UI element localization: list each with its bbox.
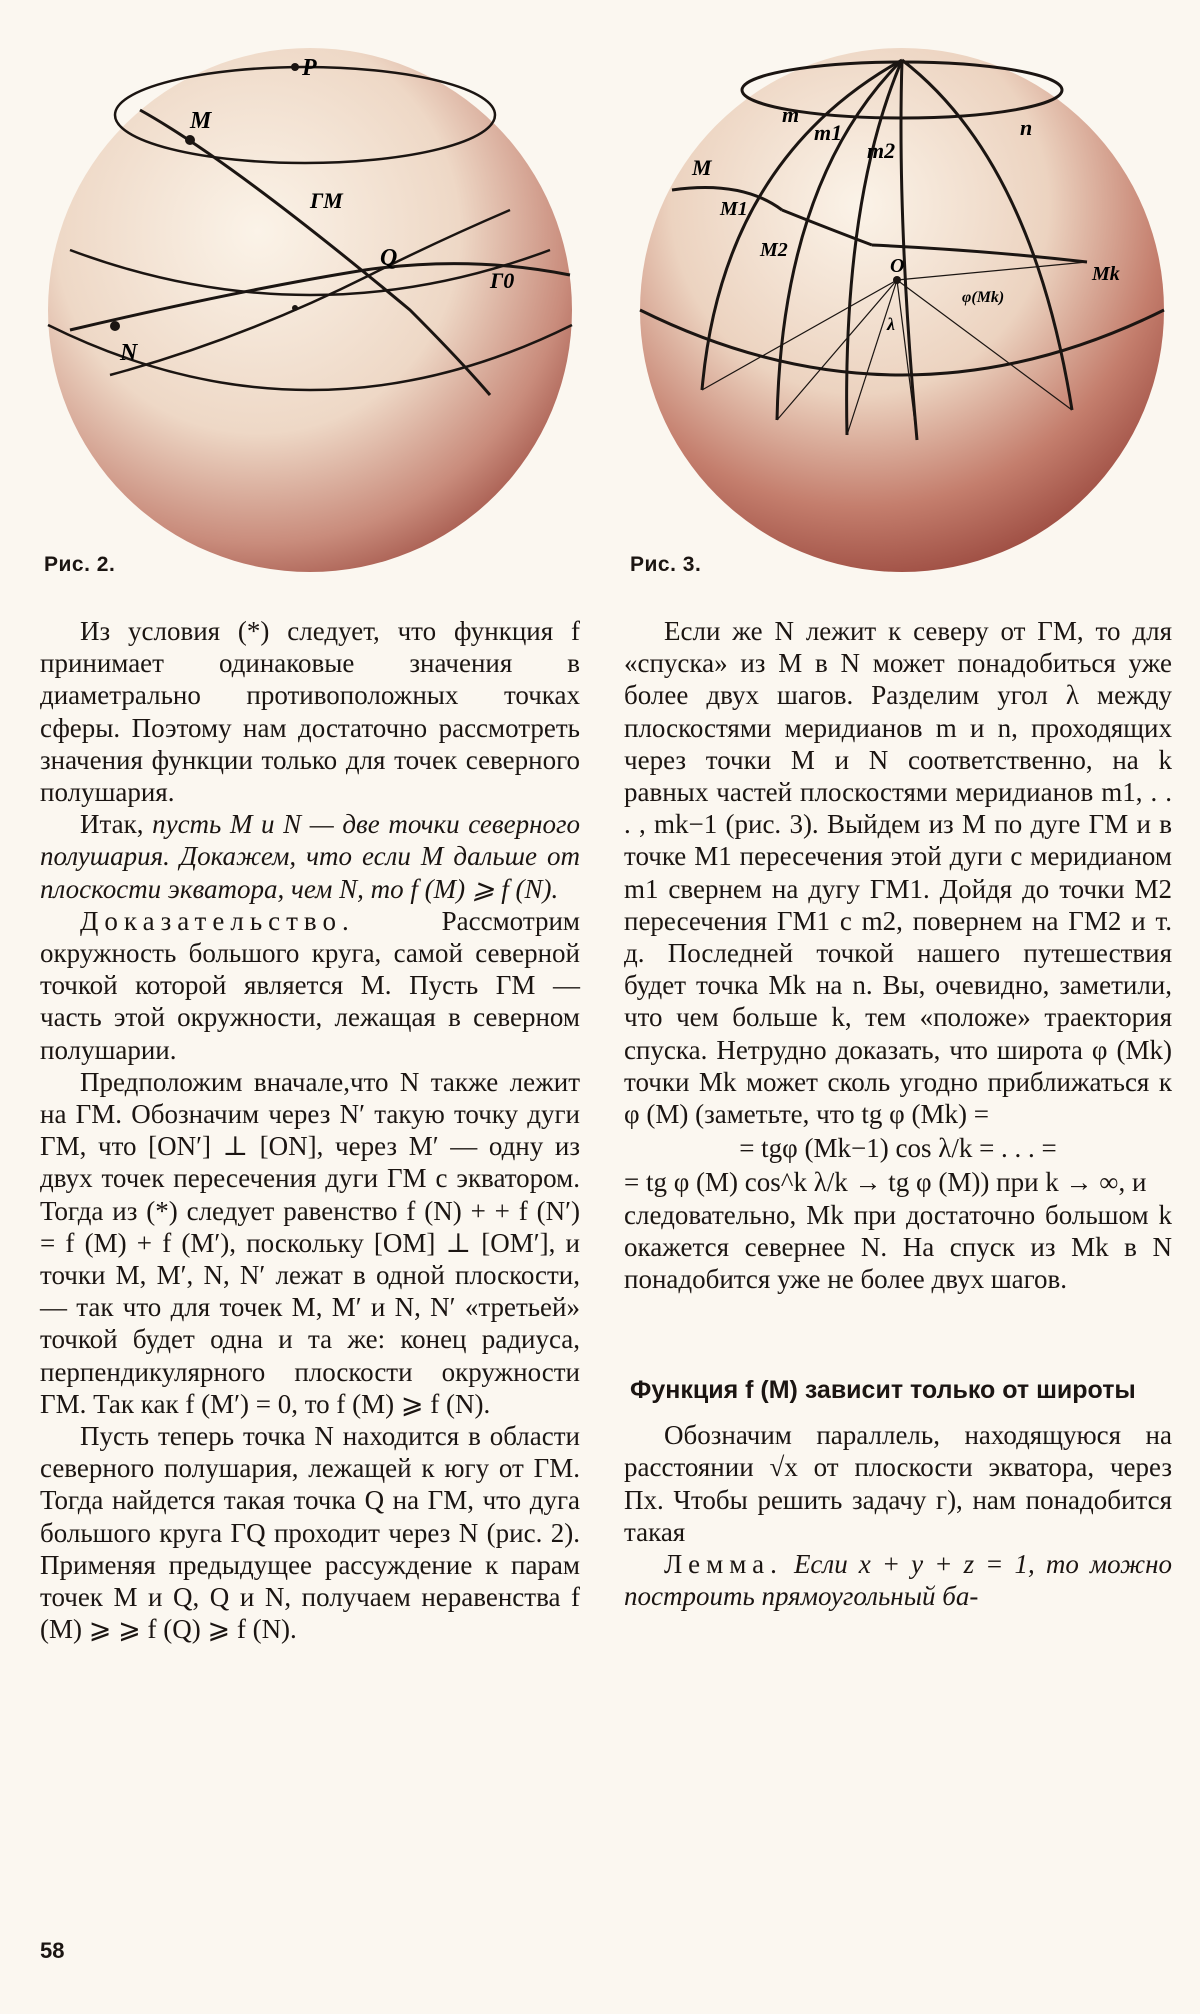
sphere [48, 48, 572, 572]
label-m2: m2 [867, 138, 896, 163]
label-n: n [1020, 115, 1033, 140]
spaced-heading: Доказательство. [80, 905, 355, 936]
paragraph: следовательно, Mk при достаточно большом k окажется севернее N. На спуск из Mk в N понадобится уже не более двух шагов. [624, 1199, 1172, 1295]
text: Рассмотрим окружность большого круга, самой северной точкой которой является M. Пусть ГM — часть этой окружности, лежащая в северном полушарии. [40, 905, 580, 1065]
label-o: O [890, 255, 905, 277]
left-column [40, 615, 580, 1646]
point-n [110, 321, 120, 331]
label-m: m [782, 102, 800, 127]
point-o [893, 276, 901, 284]
label-point-mk: Mk [1092, 263, 1120, 285]
paragraph: Если же N лежит к северу от ГM, то для «спуска» из M в N может понадобиться уже более двух шагов. Разделим угол λ между плоскостями меридианов m и n, проходящих через точки M и N соответственно, на k равных частей плоскостями меридианов m1, . . . , mk−1 (рис. 3). Выйдем из M по дуге ГM и в точке M1 пересечения этой дуги с меридианом m1 свернем на дугу ГM1. Дойдя до точки M2 пересечения ГM1 с m2, повернем на ГM2 и т. д. Последней точкой нашего путешествия будет точка Mk на n. Вы, очевидно, заметили, что чем больше k, тем «положе» траектория спуска. Нетрудно доказать, что широта φ (Mk) точки Mk может сколь угодно приближаться к φ (M) (заметьте, что tg φ (Mk) = [624, 616, 1172, 1130]
label-n: N [120, 340, 138, 366]
formula: = tg φ (M) cos^k λ/k → tg φ (M)) при k → ∞, и [624, 1167, 1147, 1198]
italic-text: Если x + y + z = 1, то можно построить прямоугольный ба- [624, 1549, 1172, 1612]
label-point-m1: M1 [720, 198, 748, 220]
label-point-m2: M2 [760, 239, 788, 261]
label-m1: m1 [814, 120, 843, 145]
point-m [185, 135, 195, 145]
point-center [292, 305, 298, 311]
right-column [624, 615, 1172, 1612]
point-p [291, 63, 299, 71]
label-gamma-0: Г0 [490, 268, 515, 293]
paragraph: Предположим вначале,что N также лежит на ГM. Обозначим через N′ такую точку дуги ГM, что [ON′] ⊥ [ON], через M′ — одну из двух точек пересечения дуги ГM с экватором. Тогда из (*) следует равенство f (N) + + f (N′) = f (M) + f (M′), поскольку [OM] ⊥ [OM′], и точки M, M′, N, N′ лежат в одной плоскости, — так что для точек M, M′ и N, N′ «третьей» точкой будет одна и та же: конец радиуса, перпендикулярного плоскости окружности ГM. Так как f (M′) = 0, то f (M) ⩾ f (N). [40, 1066, 580, 1419]
italic-text: пусть M и N — две точки северного полушария. Докажем, что если M дальше от плоскости экватора, чем N, то f (M) ⩾ f (N). [40, 809, 580, 904]
section-heading: Функция f (M) зависит только от широты [630, 1376, 1136, 1405]
text: Итак, [80, 809, 153, 840]
paragraph [40, 808, 580, 905]
paragraph [40, 905, 580, 1066]
label-phi: φ(Mk) [962, 289, 1005, 306]
figure-2-caption: Рис. 2. [44, 553, 116, 576]
paragraph [624, 1548, 1172, 1612]
page-number: 58 [40, 1938, 65, 1963]
figure-3-caption: Рис. 3. [630, 553, 702, 576]
label-gamma-m: ГM [310, 188, 343, 213]
paragraph: Пусть теперь точка N находится в области северного полушария, лежащей к югу от ГM. Тогда найдется такая точка Q на ГM, что дуга большого круга ГQ проходит через N (рис. 2). Применяя предыдущее рассуждение к парам точек M и Q, Q и N, получаем неравенства f (M) ⩾ ⩾ f (Q) ⩾ f (N). [40, 1421, 580, 1645]
label-lambda: λ [887, 314, 895, 334]
label-point-m: M [692, 155, 712, 180]
figure-3-sphere [632, 40, 1172, 580]
figure-2-sphere [40, 40, 580, 580]
formula: = tgφ (Mk−1) cos λ/k = . . . = [739, 1133, 1057, 1164]
paragraph: Обозначим параллель, находящуюся на расстоянии √x от плоскости экватора, через Пx. Чтобы решить задачу г), нам понадобится такая [624, 1420, 1172, 1547]
label-m: M [190, 108, 212, 134]
label-p: P [302, 55, 317, 81]
label-q: Q [380, 245, 398, 271]
paragraph: Из условия (*) следует, что функция f принимает одинаковые значения в диаметрально противоположных точках сферы. Поэтому нам достаточно рассмотреть значения функции только для точек северного полушария. [40, 616, 580, 808]
spaced-heading: Лемма. [664, 1549, 783, 1580]
